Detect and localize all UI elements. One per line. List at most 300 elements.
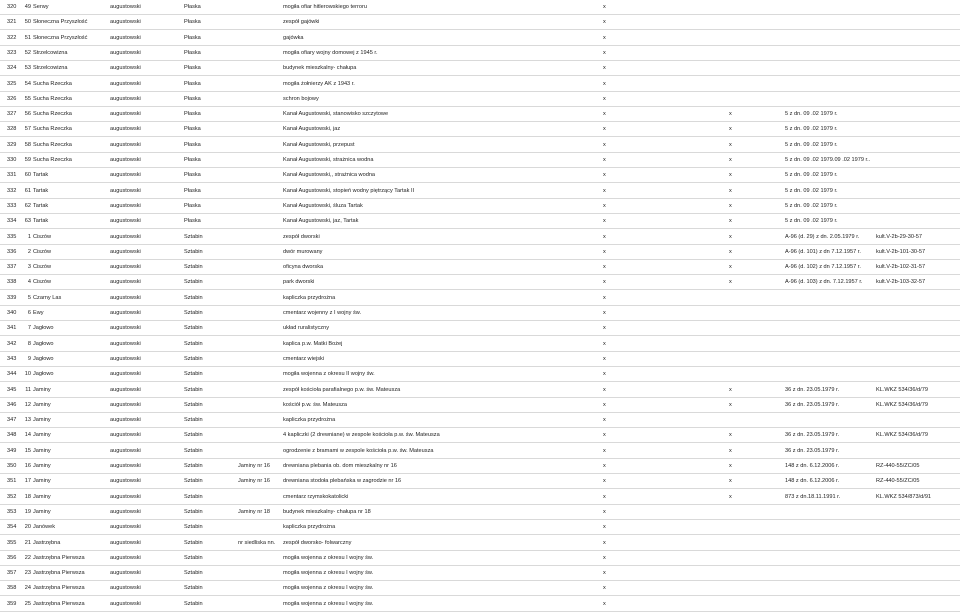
locality-cell: Słoneczna Przyszłość bbox=[33, 19, 88, 26]
register-mark-cell: x bbox=[603, 340, 606, 347]
decision-text-cell: 5 z dn. 09 .02 1979 r. bbox=[785, 218, 838, 225]
register-mark-cell: x bbox=[603, 585, 606, 592]
register-mark-cell: x bbox=[603, 417, 606, 424]
decision-text-cell: A-96 (d. 101) z dn 7.12.1957 r. bbox=[785, 248, 861, 255]
register-mark-cell: x bbox=[603, 508, 606, 515]
locality-cell: Janówek bbox=[33, 524, 56, 531]
register-mark-cell: x bbox=[603, 49, 606, 56]
decision-text-cell: 5 z dn. 09 .02 1979 r. bbox=[785, 202, 838, 209]
decision-mark-cell: x bbox=[729, 187, 732, 194]
table-row bbox=[0, 566, 960, 581]
object-name-cell: kapliczka przydrożna bbox=[283, 294, 336, 301]
county-cell: augustowski bbox=[110, 95, 141, 102]
row-number-cell: 343 bbox=[7, 355, 17, 362]
local-number-cell: 49 bbox=[24, 4, 31, 10]
table-row bbox=[0, 505, 960, 520]
row-number-cell: 336 bbox=[7, 248, 17, 255]
municipality-cell: Sztabin bbox=[184, 524, 203, 531]
register-id-cell: kult.V-2b-101-30-57 bbox=[876, 248, 926, 255]
decision-mark-cell: x bbox=[729, 233, 732, 240]
decision-mark-cell: x bbox=[729, 111, 732, 118]
row-number-cell: 338 bbox=[7, 279, 17, 286]
local-number-cell: 2 bbox=[27, 248, 31, 255]
decision-text-cell: 5 z dn. 09 .02 1979 r. bbox=[785, 141, 838, 148]
county-cell: augustowski bbox=[110, 233, 141, 240]
local-number-cell: 12 bbox=[24, 401, 31, 408]
county-cell: augustowski bbox=[110, 65, 141, 72]
object-name-cell: Kanał Augustowski,, strażnica wodna bbox=[283, 172, 376, 179]
local-number-cell: 16 bbox=[24, 463, 31, 469]
object-name-cell: mogiła ofiar hitlerowskiego terroru bbox=[283, 4, 367, 10]
locality-cell: Ciszów bbox=[33, 264, 52, 271]
object-name-cell: mogiła wojenna z okresu I wojny św. bbox=[283, 585, 374, 592]
local-number-cell: 4 bbox=[27, 279, 31, 286]
local-number-cell: 56 bbox=[24, 111, 31, 118]
local-number-cell: 19 bbox=[24, 508, 31, 515]
register-mark-cell: x bbox=[603, 432, 606, 439]
decision-text-cell: 5 z dn. 09 .02 1979 r. bbox=[785, 126, 838, 133]
municipality-cell: Sztabin bbox=[184, 248, 203, 255]
county-cell: augustowski bbox=[110, 80, 141, 87]
municipality-cell: Płaska bbox=[184, 202, 201, 209]
local-number-cell: 60 bbox=[24, 172, 31, 179]
register-id-cell: kult.V-2b-29-30-57 bbox=[876, 233, 923, 240]
object-name-cell: cmentarz wojenny z I wojny św. bbox=[283, 310, 362, 316]
locality-cell: Jaminy bbox=[33, 447, 51, 454]
register-mark-cell: x bbox=[603, 570, 606, 577]
row-number-cell: 341 bbox=[7, 325, 17, 332]
row-number-cell: 353 bbox=[7, 508, 17, 515]
county-cell: augustowski bbox=[110, 157, 141, 163]
register-mark-cell: x bbox=[603, 478, 606, 485]
register-id-cell: KL.WKZ 534/873/d/91 bbox=[876, 493, 932, 500]
county-cell: augustowski bbox=[110, 600, 141, 607]
decision-text-cell: 873 z dn.18.11.1991 r. bbox=[785, 493, 841, 500]
municipality-cell: Sztabin bbox=[184, 463, 203, 469]
locality-cell: Jaminy bbox=[33, 401, 51, 408]
decision-mark-cell: x bbox=[729, 386, 732, 393]
county-cell: augustowski bbox=[110, 493, 141, 500]
municipality-cell: Sztabin bbox=[184, 432, 203, 439]
register-mark-cell: x bbox=[603, 172, 606, 179]
register-mark-cell: x bbox=[603, 34, 606, 41]
decision-text-cell: A-96 (d. 102) z dn 7.12.1957 r. bbox=[785, 264, 861, 271]
table-row bbox=[0, 0, 960, 15]
locality-cell: Serwy bbox=[33, 4, 49, 10]
table-row bbox=[0, 260, 960, 275]
decision-mark-cell: x bbox=[729, 279, 732, 286]
decision-text-cell: 148 z dn. 6.12.2006 r. bbox=[785, 463, 840, 469]
object-name-cell: budynek mieszkalny- chałupa nr 18 bbox=[283, 508, 371, 515]
county-cell: augustowski bbox=[110, 570, 141, 577]
register-mark-cell: x bbox=[603, 111, 606, 118]
county-cell: augustowski bbox=[110, 202, 141, 209]
register-id-cell: kult.V-2b-103-32-57 bbox=[876, 279, 926, 286]
municipality-cell: Płaska bbox=[184, 111, 201, 118]
object-name-cell: cmentarz wiejski bbox=[283, 355, 325, 362]
row-number-cell: 335 bbox=[7, 233, 17, 240]
local-number-cell: 21 bbox=[24, 539, 31, 546]
decision-mark-cell: x bbox=[729, 447, 732, 454]
table-row bbox=[0, 61, 960, 76]
locality-cell: Jagłowo bbox=[33, 355, 54, 362]
row-number-cell: 325 bbox=[7, 80, 17, 87]
municipality-cell: Płaska bbox=[184, 4, 201, 10]
local-number-cell: 51 bbox=[24, 34, 31, 41]
locality-cell: Sucha Rzeczka bbox=[33, 111, 72, 118]
decision-text-cell: 36 z dn. 23.05.1979 r. bbox=[785, 432, 840, 439]
row-number-cell: 349 bbox=[7, 447, 17, 454]
register-mark-cell: x bbox=[603, 65, 606, 72]
object-name-cell: 4 kapliczki (2 drewniane) w zespole kościoła p.w. św. Mateusza bbox=[283, 432, 440, 439]
decision-text-cell: 5 z dn. 09 .02 1979 r. bbox=[785, 111, 838, 118]
county-cell: augustowski bbox=[110, 325, 141, 332]
object-name-cell: budynek mieszkalny- chałupa bbox=[283, 65, 357, 72]
register-mark-cell: x bbox=[603, 19, 606, 26]
row-number-cell: 337 bbox=[7, 264, 17, 271]
county-cell: augustowski bbox=[110, 126, 141, 133]
locality-cell: Tartak bbox=[33, 218, 49, 225]
object-name-cell: gajówka bbox=[283, 34, 304, 41]
register-mark-cell: x bbox=[603, 371, 606, 378]
locality-cell: Sucha Rzeczka bbox=[33, 141, 72, 148]
local-number-cell: 3 bbox=[27, 264, 31, 271]
locality-cell: Ciszów bbox=[33, 248, 52, 255]
county-cell: augustowski bbox=[110, 111, 141, 118]
table-row bbox=[0, 367, 960, 382]
municipality-cell: Sztabin bbox=[184, 554, 203, 561]
locality-cell: Jaminy bbox=[33, 508, 51, 515]
county-cell: augustowski bbox=[110, 539, 141, 546]
table-row bbox=[0, 459, 960, 474]
row-number-cell: 327 bbox=[7, 111, 17, 118]
row-number-cell: 320 bbox=[7, 4, 17, 10]
locality-cell: Jastrzębna bbox=[33, 539, 61, 546]
county-cell: augustowski bbox=[110, 355, 141, 362]
register-id-cell: kult.V-2b-102-31-57 bbox=[876, 264, 926, 271]
decision-mark-cell: x bbox=[729, 202, 732, 209]
register-mark-cell: x bbox=[603, 493, 606, 500]
row-number-cell: 330 bbox=[7, 157, 17, 163]
municipality-cell: Sztabin bbox=[184, 600, 203, 607]
local-number-cell: 10 bbox=[24, 371, 31, 378]
object-name-cell: zespół dworsko- folwarczny bbox=[283, 539, 352, 546]
table-row bbox=[0, 597, 960, 612]
table-row bbox=[0, 490, 960, 505]
locality-cell: Jaminy bbox=[33, 417, 51, 424]
locality-cell: Sucha Rzeczka bbox=[33, 80, 72, 87]
locality-cell: Jastrzębna Pierwsza bbox=[33, 554, 85, 561]
object-name-cell: mogiła żołnierzy AK z 1943 r. bbox=[283, 80, 355, 87]
table-row bbox=[0, 337, 960, 352]
table-row bbox=[0, 444, 960, 459]
local-number-cell: 50 bbox=[24, 19, 31, 26]
county-cell: augustowski bbox=[110, 279, 141, 286]
register-id-cell: RZ-440-55/ZC/05 bbox=[876, 463, 920, 469]
row-number-cell: 332 bbox=[7, 187, 17, 194]
row-number-cell: 339 bbox=[7, 294, 17, 301]
local-number-cell: 11 bbox=[25, 386, 31, 393]
table-row bbox=[0, 15, 960, 30]
municipality-cell: Płaska bbox=[184, 80, 201, 87]
municipality-cell: Sztabin bbox=[184, 355, 203, 362]
county-cell: augustowski bbox=[110, 432, 141, 439]
table-row bbox=[0, 383, 960, 398]
locality-cell: Ciszów bbox=[33, 233, 52, 240]
object-name-cell: ogrodzenie z bramami w zespole kościoła p.w. św. Mateusza bbox=[283, 447, 434, 454]
row-number-cell: 357 bbox=[7, 570, 17, 577]
row-number-cell: 347 bbox=[7, 417, 17, 424]
table-row bbox=[0, 184, 960, 199]
municipality-cell: Płaska bbox=[184, 218, 201, 225]
local-number-cell: 24 bbox=[24, 585, 31, 592]
local-number-cell: 61 bbox=[24, 187, 31, 194]
table-row bbox=[0, 77, 960, 92]
decision-text-cell: 5 z dn. 09 .02 1979 r. bbox=[785, 172, 838, 179]
object-name-cell: zespół dworski bbox=[283, 233, 320, 240]
table-row bbox=[0, 306, 960, 321]
county-cell: augustowski bbox=[110, 371, 141, 378]
object-name-cell: zespół gajówki bbox=[283, 19, 320, 26]
object-name-cell: kapliczka przydrożna bbox=[283, 417, 336, 424]
local-number-cell: 59 bbox=[24, 157, 31, 163]
locality-cell: Sucha Rzeczka bbox=[33, 95, 72, 102]
municipality-cell: Płaska bbox=[184, 172, 201, 179]
register-mark-cell: x bbox=[603, 95, 606, 102]
object-name-cell: dwór murowany bbox=[283, 248, 323, 255]
object-name-cell: Kanał Augustowski, jaz, Tartak bbox=[283, 218, 359, 225]
row-number-cell: 358 bbox=[7, 585, 17, 592]
register-mark-cell: x bbox=[603, 141, 606, 148]
table-row bbox=[0, 230, 960, 245]
municipality-cell: Sztabin bbox=[184, 233, 203, 240]
row-number-cell: 321 bbox=[7, 19, 17, 26]
object-name-cell: Kanał Augustowski, jaz bbox=[283, 126, 341, 133]
object-name-cell: mogiła wojenna z okresu I wojny św. bbox=[283, 600, 374, 607]
address-cell: nr siedliska nn. bbox=[238, 539, 276, 546]
county-cell: augustowski bbox=[110, 141, 141, 148]
table-row bbox=[0, 46, 960, 61]
row-number-cell: 352 bbox=[7, 493, 17, 500]
local-number-cell: 54 bbox=[24, 80, 31, 87]
locality-cell: Tartak bbox=[33, 187, 49, 194]
locality-cell: Strzelcowizna bbox=[33, 49, 68, 56]
table-row bbox=[0, 168, 960, 183]
address-cell: Jaminy nr 16 bbox=[238, 478, 271, 485]
object-name-cell: Kanał Augustowski, stopień wodny piętrzący Tartak II bbox=[283, 187, 415, 194]
object-name-cell: drewniana stodoła plebańska w zagrodzie nr 16 bbox=[283, 478, 402, 485]
object-name-cell: układ ruralistyczny bbox=[283, 325, 330, 332]
row-number-cell: 345 bbox=[7, 386, 17, 393]
register-mark-cell: x bbox=[603, 554, 606, 561]
table-row bbox=[0, 536, 960, 551]
decision-text-cell: 36 z dn. 23.05.1979 r. bbox=[785, 386, 840, 393]
municipality-cell: Płaska bbox=[184, 157, 201, 163]
county-cell: augustowski bbox=[110, 218, 141, 225]
municipality-cell: Sztabin bbox=[184, 493, 203, 500]
register-mark-cell: x bbox=[603, 187, 606, 194]
row-number-cell: 342 bbox=[7, 340, 17, 347]
register-mark-cell: x bbox=[603, 386, 606, 393]
decision-text-cell: 148 z dn. 6.12.2006 r. bbox=[785, 478, 840, 485]
municipality-cell: Sztabin bbox=[184, 325, 203, 332]
register-mark-cell: x bbox=[603, 463, 606, 469]
local-number-cell: 8 bbox=[27, 340, 31, 347]
row-number-cell: 333 bbox=[7, 202, 17, 209]
local-number-cell: 23 bbox=[24, 570, 31, 577]
county-cell: augustowski bbox=[110, 508, 141, 515]
local-number-cell: 62 bbox=[24, 202, 31, 209]
object-name-cell: kaplica p.w. Matki Bożej bbox=[283, 340, 343, 347]
register-mark-cell: x bbox=[603, 294, 606, 301]
locality-cell: Jaminy bbox=[33, 493, 51, 500]
local-number-cell: 52 bbox=[24, 49, 31, 56]
municipality-cell: Płaska bbox=[184, 126, 201, 133]
table-row bbox=[0, 107, 960, 122]
municipality-cell: Sztabin bbox=[184, 585, 203, 592]
county-cell: augustowski bbox=[110, 554, 141, 561]
locality-cell: Jaminy bbox=[33, 432, 51, 439]
object-name-cell: drewniana plebania ob. dom mieszkalny nr 16 bbox=[283, 463, 397, 469]
row-number-cell: 329 bbox=[7, 141, 17, 148]
table-row bbox=[0, 245, 960, 260]
local-number-cell: 9 bbox=[27, 355, 31, 362]
local-number-cell: 17 bbox=[24, 478, 31, 485]
municipality-cell: Płaska bbox=[184, 34, 201, 41]
object-name-cell: park dworski bbox=[283, 279, 315, 286]
locality-cell: Ewy bbox=[33, 310, 44, 316]
table-row bbox=[0, 138, 960, 153]
county-cell: augustowski bbox=[110, 463, 141, 469]
county-cell: augustowski bbox=[110, 19, 141, 26]
table-row bbox=[0, 153, 960, 168]
table-row bbox=[0, 199, 960, 214]
local-number-cell: 14 bbox=[24, 432, 31, 439]
municipality-cell: Sztabin bbox=[184, 447, 203, 454]
table-row bbox=[0, 428, 960, 443]
municipality-cell: Płaska bbox=[184, 187, 201, 194]
municipality-cell: Sztabin bbox=[184, 386, 203, 393]
object-name-cell: oficyna dworska bbox=[283, 264, 324, 271]
decision-mark-cell: x bbox=[729, 248, 732, 255]
local-number-cell: 18 bbox=[24, 493, 31, 500]
row-number-cell: 322 bbox=[7, 34, 17, 41]
table-row bbox=[0, 398, 960, 413]
table-row bbox=[0, 275, 960, 290]
row-number-cell: 354 bbox=[7, 524, 17, 531]
county-cell: augustowski bbox=[110, 478, 141, 485]
county-cell: augustowski bbox=[110, 172, 141, 179]
county-cell: augustowski bbox=[110, 4, 141, 10]
municipality-cell: Płaska bbox=[184, 95, 201, 102]
table-row bbox=[0, 352, 960, 367]
address-cell: Jaminy nr 16 bbox=[238, 463, 271, 469]
county-cell: augustowski bbox=[110, 401, 141, 408]
local-number-cell: 25 bbox=[24, 600, 31, 607]
locality-cell: Jagłowo bbox=[33, 371, 54, 378]
decision-mark-cell: x bbox=[729, 157, 732, 163]
local-number-cell: 53 bbox=[24, 65, 31, 72]
locality-cell: Jastrzębna Pierwsza bbox=[33, 585, 85, 592]
object-name-cell: mogiła wojenna z okresu I wojny św. bbox=[283, 554, 374, 561]
register-mark-cell: x bbox=[603, 401, 606, 408]
decision-mark-cell: x bbox=[729, 141, 732, 148]
row-number-cell: 340 bbox=[7, 310, 17, 316]
local-number-cell: 13 bbox=[24, 417, 31, 424]
register-mark-cell: x bbox=[603, 355, 606, 362]
register-mark-cell: x bbox=[603, 126, 606, 133]
local-number-cell: 5 bbox=[27, 294, 31, 301]
object-name-cell: Kanał Augustowski, przepust bbox=[283, 141, 355, 148]
row-number-cell: 324 bbox=[7, 65, 17, 72]
locality-cell: Czarny Las bbox=[33, 294, 62, 301]
locality-cell: Ciszów bbox=[33, 279, 52, 286]
decision-mark-cell: x bbox=[729, 401, 732, 408]
local-number-cell: 22 bbox=[24, 554, 31, 561]
row-number-cell: 359 bbox=[7, 600, 17, 607]
row-number-cell: 344 bbox=[7, 371, 17, 378]
register-mark-cell: x bbox=[603, 447, 606, 454]
row-number-cell: 356 bbox=[7, 554, 17, 561]
local-number-cell: 55 bbox=[24, 95, 31, 102]
county-cell: augustowski bbox=[110, 585, 141, 592]
decision-text-cell: 36 z dn. 23.05.1979 r. bbox=[785, 447, 840, 454]
row-number-cell: 328 bbox=[7, 126, 17, 133]
table-row bbox=[0, 474, 960, 489]
table-row bbox=[0, 551, 960, 566]
decision-mark-cell: x bbox=[729, 126, 732, 133]
county-cell: augustowski bbox=[110, 386, 141, 393]
table-row bbox=[0, 291, 960, 306]
decision-mark-cell: x bbox=[729, 172, 732, 179]
municipality-cell: Sztabin bbox=[184, 264, 203, 271]
county-cell: augustowski bbox=[110, 294, 141, 301]
local-number-cell: 15 bbox=[24, 447, 31, 454]
county-cell: augustowski bbox=[110, 524, 141, 531]
local-number-cell: 63 bbox=[24, 218, 31, 225]
register-id-cell: KL.WKZ 534/36/d/79 bbox=[876, 386, 928, 393]
municipality-cell: Płaska bbox=[184, 141, 201, 148]
local-number-cell: 6 bbox=[27, 310, 31, 316]
object-name-cell: schron bojowy bbox=[283, 95, 319, 102]
object-name-cell: kościół p.w. św. Mateusza bbox=[283, 401, 348, 408]
locality-cell: Jaminy bbox=[33, 386, 51, 393]
register-mark-cell: x bbox=[603, 539, 606, 546]
municipality-cell: Sztabin bbox=[184, 478, 203, 485]
register-mark-cell: x bbox=[603, 4, 606, 10]
locality-cell: Jaminy bbox=[33, 463, 51, 469]
county-cell: augustowski bbox=[110, 310, 141, 316]
object-name-cell: mogiła ofiary wojny domowej z 1945 r. bbox=[283, 49, 378, 56]
county-cell: augustowski bbox=[110, 264, 141, 271]
register-mark-cell: x bbox=[603, 264, 606, 271]
row-number-cell: 350 bbox=[7, 463, 17, 469]
row-number-cell: 331 bbox=[7, 172, 17, 179]
county-cell: augustowski bbox=[110, 49, 141, 56]
row-number-cell: 323 bbox=[7, 49, 17, 56]
county-cell: augustowski bbox=[110, 187, 141, 194]
municipality-cell: Sztabin bbox=[184, 310, 203, 316]
table-row bbox=[0, 413, 960, 428]
register-mark-cell: x bbox=[603, 218, 606, 225]
municipality-cell: Sztabin bbox=[184, 279, 203, 286]
locality-cell: Jagłowo bbox=[33, 340, 54, 347]
municipality-cell: Sztabin bbox=[184, 570, 203, 577]
county-cell: augustowski bbox=[110, 340, 141, 347]
object-name-cell: mogiła wojenna z okresu I wojny św. bbox=[283, 570, 374, 577]
county-cell: augustowski bbox=[110, 34, 141, 41]
object-name-cell: Kanał Augustowski, strażnica wodna bbox=[283, 157, 374, 163]
